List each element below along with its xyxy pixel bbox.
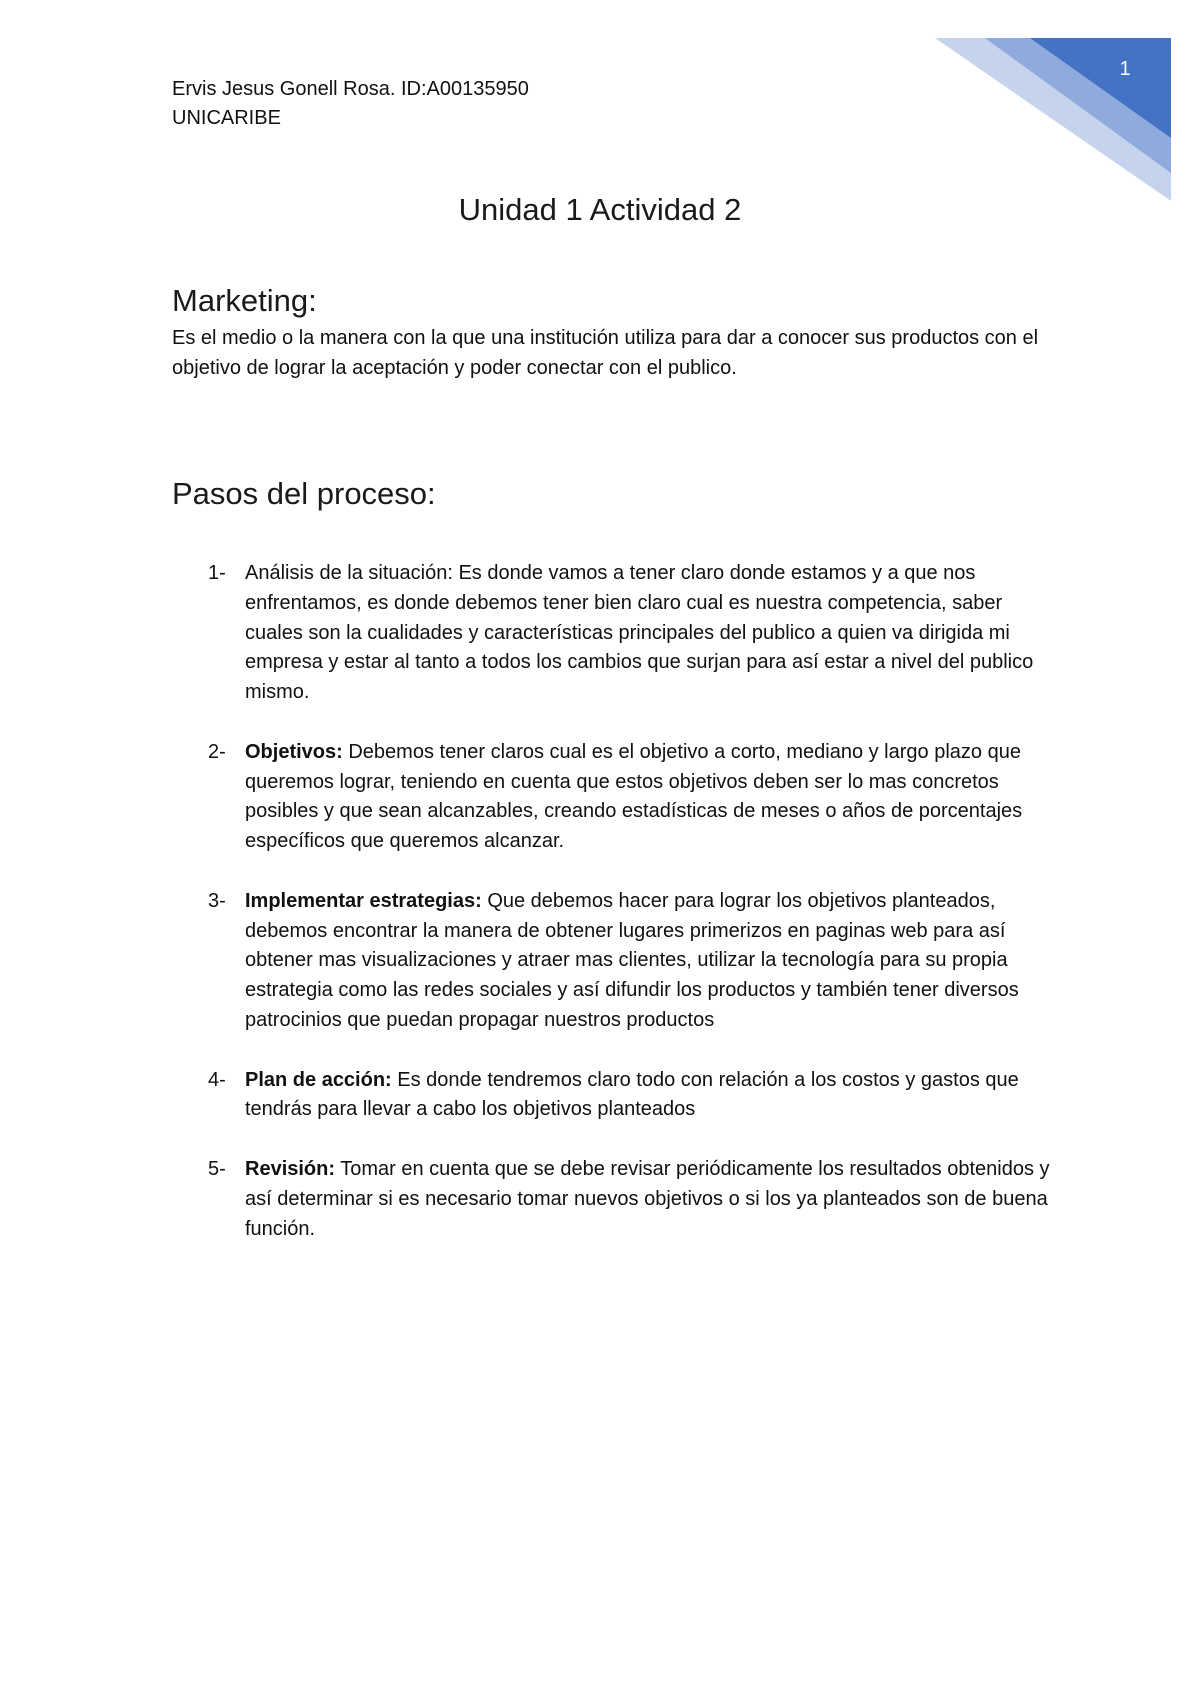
process-heading: Pasos del proceso: [172, 476, 436, 511]
step-text: Es donde tendremos claro todo con relación a los costos y gastos que tendrás para llevar a cabo los objetivos planteados [245, 1068, 1019, 1121]
list-item-step-4 [172, 1066, 1052, 1126]
list-item-step-2 [172, 738, 1052, 857]
step-number: 5- [208, 1157, 226, 1180]
marketing-definition: Es el medio o la manera con la que una institución utiliza para dar a conocer sus productos con el objetivo de lograr la aceptación y poder conectar con el publico. [172, 327, 1039, 379]
step-title: Revisión: [245, 1157, 336, 1180]
list-item-step-1 [172, 559, 1052, 708]
institution-line: UNICARIBE [172, 107, 281, 129]
step-title: Objetivos: [245, 740, 343, 763]
process-steps-list [172, 559, 1052, 1274]
step-text: Que debemos hacer para lograr los objetivos planteados, debemos encontrar la manera de obtener lugares primerizos en paginas web para así obtener mas visualizaciones y atraer mas clientes, utilizar la tecnología para su propia estrategia como las redes sociales y así difundir los productos y también tener diversos patrocinios que puedan propagar nuestros productos [245, 889, 1019, 1031]
document-title: Unidad 1 Actividad 2 [458, 192, 742, 227]
author-line: Ervis Jesus Gonell Rosa. ID:A00135950 [172, 78, 529, 100]
marketing-heading: Marketing: [172, 283, 317, 318]
step-title: Plan de acción: [245, 1068, 392, 1091]
list-item-step-5 [172, 1155, 1052, 1244]
step-number: 1- [208, 562, 226, 584]
step-text: Análisis de la situación: Es donde vamos a tener claro donde estamos y a que nos enfrentamos, es donde debemos tener bien claro cual es nuestra competencia, saber cuales son la cualidades y características principales del publico a quien va dirigida mi empresa y estar al tanto a todos los cambios que surjan para así estar a nivel del publico mismo. [245, 562, 1034, 704]
document-header [172, 75, 529, 133]
step-number: 2- [208, 740, 226, 763]
step-number: 3- [208, 889, 226, 912]
step-number: 4- [208, 1068, 226, 1091]
step-text: Tomar en cuenta que se debe revisar periódicamente los resultados obtenidos y así determinar si es necesario tomar nuevos objetivos o si los ya planteados son de buena función. [245, 1157, 1050, 1240]
step-title: Implementar estrategias: [245, 889, 482, 912]
step-text: Debemos tener claros cual es el objetivo a corto, mediano y largo plazo que queremos lograr, teniendo en cuenta que estos objetivos deben ser lo mas concretos posibles y que sean alcanzables, creando estadísticas de meses o años de porcentajes específicos que queremos alcanzar. [245, 740, 1023, 853]
list-item-step-3 [172, 887, 1052, 1036]
page-number: 1 [1119, 58, 1131, 80]
